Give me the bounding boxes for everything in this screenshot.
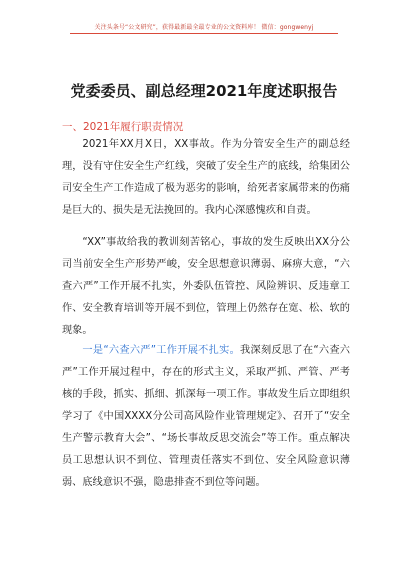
paragraph-2: “XX”事故给我的教训刻苦铭心，事故的发生反映出XX分公司当前安全生产形势严峻，安全思想意识薄弱、麻痹大意，“六查六严”工作开展不扎实，外委队伍管控、风险辨识、反违章工作、安全教育培训等开展不到位，管理上仍然存在宽、松、软的现象。 [62,237,350,336]
paragraph-1: 2021年XX月X日，XX事故。作为分管安全生产的副总经理，没有守住安全生产红线，突破了安全生产的底线，给集团公司安全生产工作造成了极为恶劣的影响，给死者家属带来的伤痛是巨大的、损失是无法挽回的。我内心深感愧疚和自责。 [62,139,350,216]
document-title: 党委委员、副总经理2021年度述职报告 [70,82,338,100]
paragraph-3 [62,340,350,494]
banner-divider [70,33,338,34]
paragraph-3-lead: 一是“六查六严”工作开展不扎实。 [82,345,241,356]
paragraph-3-body: 我深刻反思了在“六查六严”工作开展过程中，存在的形式主义，采取严抓、严管、严考核的手段，抓实、抓细、抓深每一项工作。事故发生后立即组织学习了《中国XXXX分公司高风险作业管理规定》、召开了“安全生产警示教育大会”、“场长事故反思交流会”等工作。重点解决员工思想认识不到位、管理责任落实不到位、安全风险意识薄弱、底线意识不强，隐患排查不到位等问题。 [62,345,350,488]
banner-text: 关注头条号“公文研究”，获得最新最全最专业的公文资料库！ 微信：gongwenyj [94,24,314,31]
section-heading: 一、2021年履行职责情况 [62,121,184,133]
